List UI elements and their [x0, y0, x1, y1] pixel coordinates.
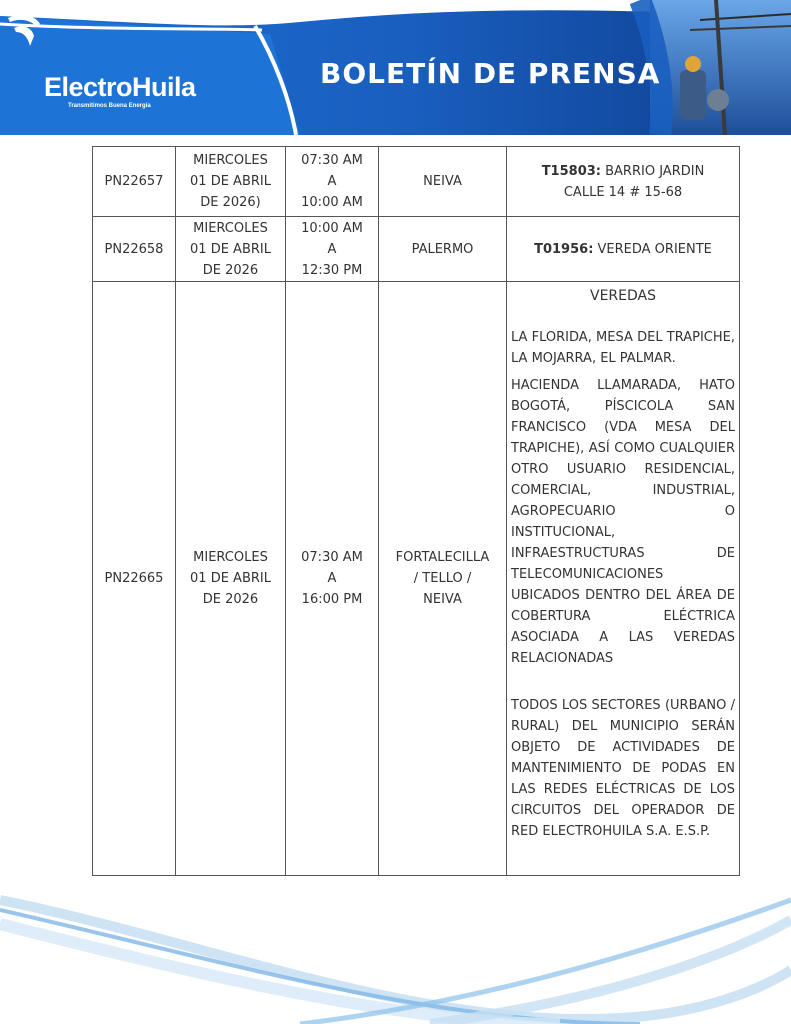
time-cell: 07:30 AM A 16:00 PM [286, 282, 379, 876]
place-cell: NEIVA [379, 147, 507, 217]
table-row [93, 147, 740, 217]
date-cell: MIERCOLES 01 DE ABRIL DE 2026 [176, 282, 286, 876]
code-cell: PN22657 [93, 147, 176, 217]
page-title: BOLETÍN DE PRENSA [320, 57, 661, 90]
footer-waves [0, 880, 791, 1024]
time-cell: 07:30 AM A 10:00 AM [286, 147, 379, 217]
description-text: VEREDA ORIENTE [593, 241, 712, 257]
veredas-heading: VEREDAS [590, 288, 656, 304]
date-cell: MIERCOLES 01 DE ABRIL DE 2026 [176, 217, 286, 282]
code-cell: PN22658 [93, 217, 176, 282]
description-cell [507, 147, 740, 217]
code-cell: PN22665 [93, 282, 176, 876]
table-row [93, 217, 740, 282]
transformer-label: T15803: [541, 163, 601, 179]
logo-tagline: Transmitimos Buena Energía [68, 103, 151, 109]
description-text: BARRIO JARDIN CALLE 14 # 15-68 [563, 163, 705, 200]
press-header [0, 0, 791, 135]
logo-wing-icon [0, 0, 46, 50]
maintenance-notice-text: TODOS LOS SECTORES (URBANO / RURAL) DEL MUNICIPIO SERÁN OBJETO DE ACTIVIDADES DE MANTENIMIENTO DE PODAS EN LAS REDES ELÉCTRICAS DE LOS CIRCUITOS DEL OPERADOR DE RED ELECTROHUILA S.A. E.S.P. [511, 698, 735, 839]
description-cell [507, 282, 740, 876]
description-cell [507, 217, 740, 282]
outage-schedule-table [92, 146, 740, 876]
veredas-list: LA FLORIDA, MESA DEL TRAPICHE, LA MOJARRA, EL PALMAR. [511, 330, 735, 366]
affected-users-text: HACIENDA LLAMARADA, HATO BOGOTÁ, PÍSCICOLA SAN FRANCISCO (VDA MESA DEL TRAPICHE), ASÍ COMO CUALQUIER OTRO USUARIO RESIDENCIAL, COMERCIAL, INDUSTRIAL, AGROPECUARIO O INSTITUCIONAL, INFRAESTRUCTURAS DE TELECOMUNICACIONES UBICADOS DENTRO DEL ÁREA DE COBERTURA ELÉCTRICA ASOCIADA A LAS VEREDAS RELACIONADAS [511, 378, 735, 666]
place-cell: PALERMO [379, 217, 507, 282]
table-row [93, 282, 740, 876]
logo-text: ElectroHuila [44, 72, 196, 102]
transformer-label: T01956: [534, 241, 594, 257]
time-cell: 10:00 AM A 12:30 PM [286, 217, 379, 282]
place-cell: FORTALECILLA / TELLO / NEIVA [379, 282, 507, 876]
date-cell: MIERCOLES 01 DE ABRIL DE 2026) [176, 147, 286, 217]
